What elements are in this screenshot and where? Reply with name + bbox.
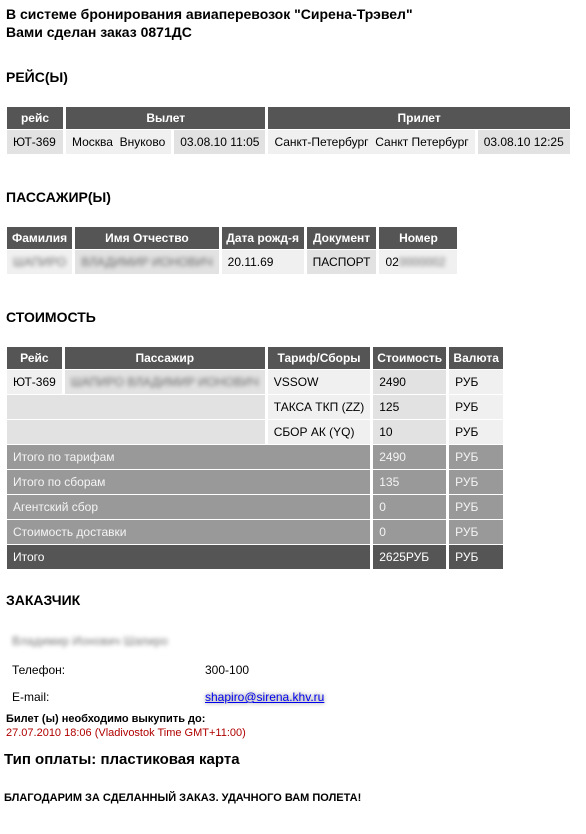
grand-total-label: Итого <box>7 545 370 569</box>
passenger-document: ПАСПОРТ <box>307 250 377 274</box>
total-cost: 135 <box>373 470 446 494</box>
fee-tariff: СБОР АК (YQ) <box>268 420 370 444</box>
flights-table <box>4 106 573 155</box>
fee-cost: 10 <box>373 420 446 444</box>
fare-cost: 2490 <box>373 370 446 394</box>
phone-label: Телефон: <box>12 663 66 677</box>
total-row <box>7 495 503 519</box>
flights-header-flight: рейс <box>7 107 63 129</box>
phone-value: 300-100 <box>205 663 250 677</box>
cost-title: СТОИМОСТЬ <box>6 309 96 325</box>
total-row <box>7 470 503 494</box>
cost-header-cost: Стоимость <box>373 347 446 369</box>
header-line-1: В системе бронирования авиаперевозок "Сирена-Трэвел" <box>6 6 413 22</box>
fee-tariff: ТАКСА ТКП (ZZ) <box>268 395 370 419</box>
fee-currency: РУБ <box>449 395 503 419</box>
email-link[interactable]: shapiro@sirena.khv.ru <box>205 690 325 704</box>
flight-number: ЮТ-369 <box>7 130 63 154</box>
order-header <box>6 5 413 41</box>
total-currency: РУБ <box>449 520 503 544</box>
fee-blank <box>7 420 265 444</box>
total-cost: 0 <box>373 495 446 519</box>
cost-header-tariff: Тариф/Сборы <box>268 347 370 369</box>
passenger-name <box>75 250 218 274</box>
passengers-title: ПАССАЖИР(Ы) <box>6 189 111 205</box>
deadline-value: 27.07.2010 18:06 (Vladivostok Time GMT+11:00) <box>6 727 246 739</box>
passenger-birthdate: 20.11.69 <box>222 250 304 274</box>
departure-airport: Внуково <box>119 135 166 149</box>
total-currency: РУБ <box>449 445 503 469</box>
cost-header-flight: Рейс <box>7 347 62 369</box>
departure-place <box>66 130 171 154</box>
passengers-header-surname: Фамилия <box>7 227 72 249</box>
departure-datetime: 03.08.10 11:05 <box>174 130 265 154</box>
total-cost: 0 <box>373 520 446 544</box>
total-currency: РУБ <box>449 495 503 519</box>
passengers-header-number: Номер <box>379 227 457 249</box>
passengers-header-name: Имя Отчество <box>75 227 218 249</box>
cost-header-passenger: Пассажир <box>65 347 265 369</box>
fee-currency: РУБ <box>449 420 503 444</box>
fare-tariff: VSSOW <box>268 370 370 394</box>
fare-flight: ЮТ-369 <box>7 370 62 394</box>
header-line-2: Вами сделан заказ 0871ДС <box>6 24 192 40</box>
payment-type: Тип оплаты: пластиковая карта <box>4 751 240 768</box>
arrival-place <box>268 130 474 154</box>
cost-table <box>4 346 506 570</box>
passenger-doc-number <box>379 250 457 274</box>
total-currency: РУБ <box>449 470 503 494</box>
passenger-surname-value: ШАПИРО <box>13 255 67 269</box>
fee-blank <box>7 395 265 419</box>
total-label: Итого по тарифам <box>7 445 370 469</box>
total-row <box>7 445 503 469</box>
doc-number-rest: 0000002 <box>398 255 446 269</box>
doc-number-prefix: 02 <box>385 255 399 269</box>
fare-passenger-value: ШАПИРО ВЛАДИМИР ИОНОВИЧ <box>70 375 259 389</box>
total-label: Стоимость доставки <box>7 520 370 544</box>
departure-city: Москва <box>72 135 113 149</box>
arrival-airport: Санкт Петербург <box>375 135 469 149</box>
cost-header-currency: Валюта <box>449 347 503 369</box>
grand-total-currency: РУБ <box>449 545 503 569</box>
arrival-city: Санкт-Петербург <box>274 135 369 149</box>
deadline-label: Билет (ы) необходимо выкупить до: <box>6 713 206 725</box>
arrival-datetime: 03.08.10 12:25 <box>478 130 570 154</box>
passengers-header-document: Документ <box>307 227 377 249</box>
fee-row <box>7 395 503 419</box>
total-cost: 2490 <box>373 445 446 469</box>
total-label: Агентский сбор <box>7 495 370 519</box>
email-label: E-mail: <box>12 690 50 704</box>
flights-title: РЕЙС(Ы) <box>6 69 68 85</box>
customer-title: ЗАКАЗЧИК <box>6 592 81 608</box>
passengers-table <box>4 226 460 275</box>
flights-header-arrival: Прилет <box>268 107 569 129</box>
passenger-surname <box>7 250 72 274</box>
fare-passenger <box>65 370 265 394</box>
customer-name: Владимир Ионович Шапиро <box>12 634 168 648</box>
total-row <box>7 520 503 544</box>
flights-header-departure: Вылет <box>66 107 265 129</box>
passengers-header-birthdate: Дата рожд-я <box>222 227 304 249</box>
fare-row <box>7 370 503 394</box>
total-label: Итого по сборам <box>7 470 370 494</box>
grand-total-cost: 2625РУБ <box>373 545 446 569</box>
passenger-name-value: ВЛАДИМИР ИОНОВИЧ <box>81 255 213 269</box>
fee-row <box>7 420 503 444</box>
fare-currency: РУБ <box>449 370 503 394</box>
grand-total-row <box>7 545 503 569</box>
thanks-message: БЛАГОДАРИМ ЗА СДЕЛАННЫЙ ЗАКАЗ. УДАЧНОГО ВАМ ПОЛЕТА! <box>4 792 362 804</box>
fee-cost: 125 <box>373 395 446 419</box>
